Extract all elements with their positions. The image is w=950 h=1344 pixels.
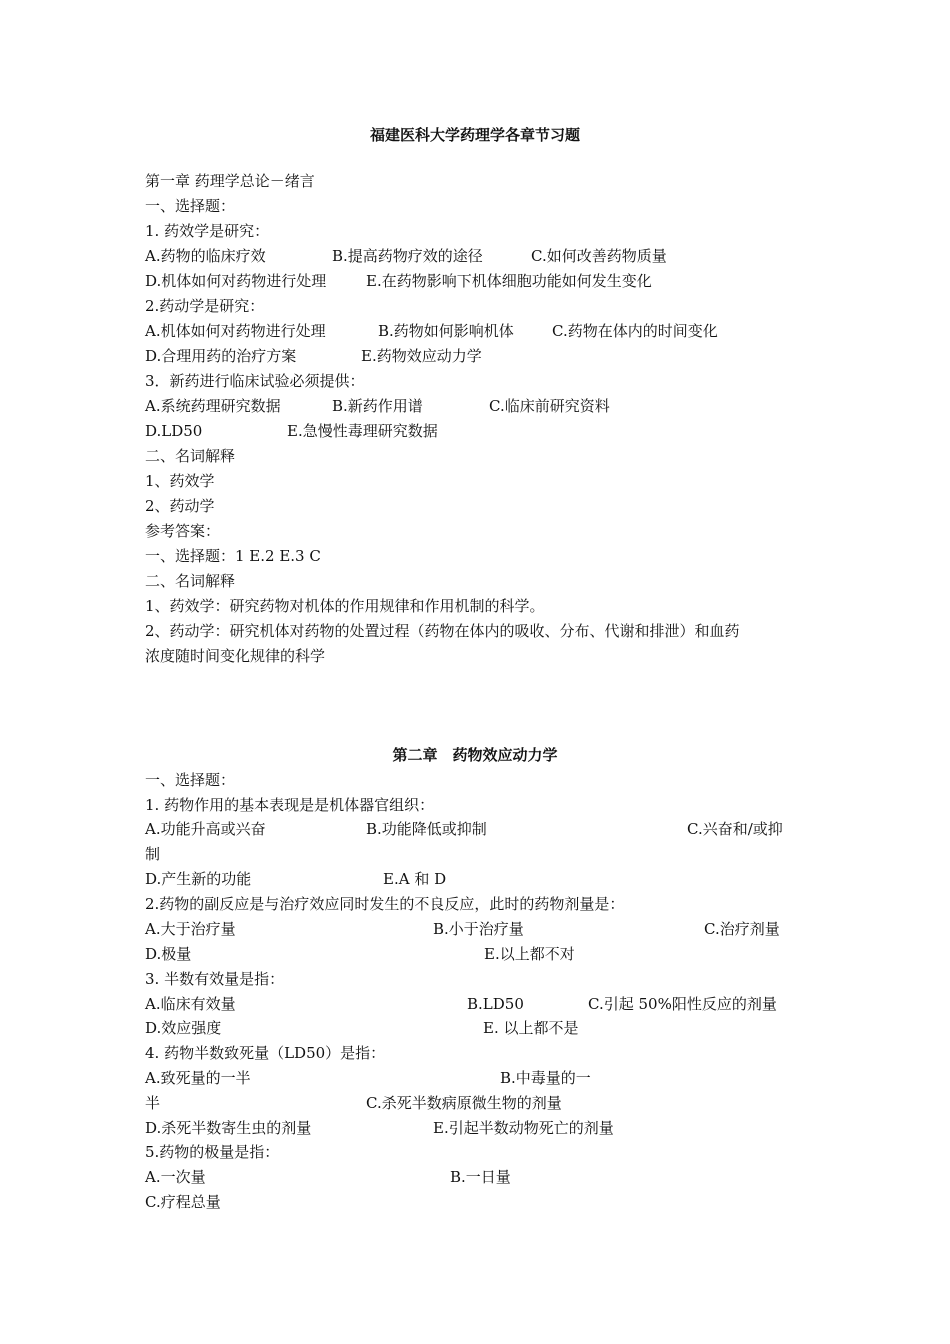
chapter2-section-choice: 一、选择题： — [145, 771, 236, 789]
ch1-q1-stem: 1. 药效学是研究： — [145, 222, 270, 240]
ch2-q1-option-e: E.A 和 D — [383, 870, 447, 888]
ch1-answer-term2-line2: 浓度随时间变化规律的科学 — [145, 647, 326, 665]
ch1-answers-terms-heading: 二、名词解释 — [145, 572, 236, 590]
ch1-answer-term2-line1: 2、药动学：研究机体对药物的处置过程（药物在体内的吸收、分布、代谢和排泄）和血药 — [145, 622, 740, 640]
ch2-q1-option-d: D.产生新的功能 — [145, 870, 252, 888]
ch1-q1-option-b: B.提高药物疗效的途径 — [332, 247, 483, 265]
ch2-q1-option-c-line1: C.兴奋和/或抑 — [687, 820, 783, 838]
ch1-q2-option-a: A.机体如何对药物进行处理 — [145, 322, 326, 340]
ch2-q3-option-b: B.LD50 — [467, 995, 524, 1013]
ch2-q4-option-d: D.杀死半数寄生虫的剂量 — [145, 1119, 312, 1137]
ch1-answers-choice: 一、选择题：1 E.2 E.3 C — [145, 547, 321, 565]
ch2-q1-stem: 1. 药物作用的基本表现是是机体器官组织： — [145, 796, 435, 814]
ch1-q3-stem: 3．新药进行临床试验必须提供： — [145, 372, 365, 390]
ch2-q1-option-c-line2: 制 — [145, 845, 161, 863]
ch1-q2-option-b: B.药物如何影响机体 — [378, 322, 514, 340]
ch2-q2-option-a: A.大于治疗量 — [145, 920, 236, 938]
chapter2-heading: 第二章 药物效应动力学 — [392, 746, 558, 764]
ch2-q4-option-b-line2: 半 — [145, 1094, 161, 1112]
ch1-q1-option-d: D.机体如何对药物进行处理 — [145, 272, 327, 290]
ch2-q4-option-b-line1: B.中毒量的一 — [500, 1069, 591, 1087]
ch2-q2-option-d: D.极量 — [145, 945, 192, 963]
ch2-q4-option-a: A.致死量的一半 — [145, 1069, 251, 1087]
chapter1-section-terms: 二、名词解释 — [145, 447, 236, 465]
ch2-q5-stem: 5.药物的极量是指： — [145, 1143, 280, 1161]
ch2-q3-option-c: C.引起 50%阳性反应的剂量 — [588, 995, 777, 1013]
ch2-q5-option-c: C.疗程总量 — [145, 1193, 221, 1211]
ch2-q2-stem: 2.药物的副反应是与治疗效应同时发生的不良反应，此时的药物剂量是： — [145, 895, 625, 913]
chapter1-section-choice: 一、选择题： — [145, 197, 236, 215]
ch1-term2: 2、药动学 — [145, 497, 215, 515]
ch2-q2-option-b: B.小于治疗量 — [433, 920, 524, 938]
chapter1-heading: 第一章 药理学总论－绪言 — [145, 172, 315, 190]
document-title: 福建医科大学药理学各章节习题 — [369, 126, 580, 144]
ch2-q4-option-e: E.引起半数动物死亡的剂量 — [433, 1119, 614, 1137]
ch1-q2-option-d: D.合理用药的治疗方案 — [145, 347, 297, 365]
ch2-q5-option-a: A.一次量 — [145, 1168, 206, 1186]
ch1-q3-option-a: A.系统药理研究数据 — [145, 397, 281, 415]
ch1-q3-option-b: B.新药作用谱 — [332, 397, 423, 415]
ch2-q1-option-b: B.功能降低或抑制 — [366, 820, 487, 838]
ch2-q3-option-a: A.临床有效量 — [145, 995, 236, 1013]
ch2-q3-option-d: D.效应强度 — [145, 1019, 222, 1037]
ch1-q3-option-c: C.临床前研究资料 — [489, 397, 610, 415]
ch1-term1: 1、药效学 — [145, 472, 215, 490]
ch2-q1-option-a: A.功能升高或兴奋 — [145, 820, 266, 838]
ch1-q1-option-e: E.在药物影响下机体细胞功能如何发生变化 — [366, 272, 652, 290]
ch2-q3-option-e: E. 以上都不是 — [483, 1019, 579, 1037]
ch1-q2-option-c: C.药物在体内的时间变化 — [552, 322, 718, 340]
ch1-q3-option-e: E.急慢性毒理研究数据 — [287, 422, 438, 440]
ch1-q2-option-e: E.药物效应动力学 — [361, 347, 482, 365]
ch1-answers-heading: 参考答案： — [145, 522, 221, 540]
ch2-q4-option-c: C.杀死半数病原微生物的剂量 — [366, 1094, 562, 1112]
ch1-q1-option-c: C.如何改善药物质量 — [531, 247, 667, 265]
ch2-q5-option-b: B.一日量 — [450, 1168, 511, 1186]
ch1-answer-term1: 1、药效学：研究药物对机体的作用规律和作用机制的科学。 — [145, 597, 545, 615]
ch1-q3-option-d: D.LD50 — [145, 422, 203, 440]
ch1-q2-stem: 2.药动学是研究： — [145, 297, 265, 315]
ch2-q4-stem: 4. 药物半数致死量（LD50）是指： — [145, 1044, 386, 1062]
ch2-q2-option-e: E.以上都不对 — [484, 945, 575, 963]
ch2-q2-option-c: C.治疗剂量 — [704, 920, 780, 938]
ch2-q3-stem: 3. 半数有效量是指： — [145, 970, 285, 988]
ch1-q1-option-a: A.药物的临床疗效 — [145, 247, 266, 265]
